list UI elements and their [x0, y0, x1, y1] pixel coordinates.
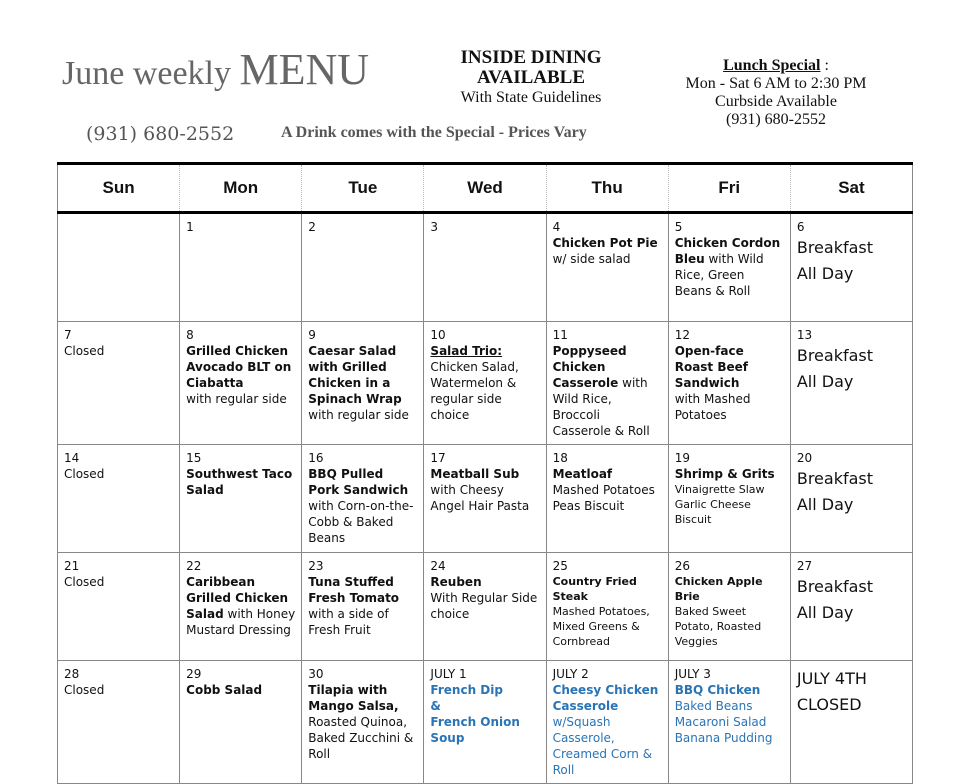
day-number: 26: [674, 559, 690, 573]
day-cell: [424, 322, 546, 445]
meal-detail: Mashed Potatoes, Mixed Greens & Cornbread: [552, 605, 650, 648]
day-cell: [302, 661, 424, 784]
day-cell: [180, 213, 302, 322]
meal-name: BBQ Pulled Pork Sandwich: [308, 467, 409, 497]
meal-name: Reuben: [430, 575, 482, 589]
meal-detail: With Regular Side choice: [430, 591, 538, 621]
day-cell: [790, 553, 912, 661]
day-number: 13: [796, 328, 813, 342]
day-number: 29: [186, 667, 202, 681]
day-number: 2: [308, 220, 316, 234]
all-day-label: All Day: [796, 372, 854, 391]
meal-detail: Chicken Salad, Watermelon & regular side choice: [430, 360, 519, 422]
day-cell: [58, 322, 180, 445]
meal-name: Meatball Sub: [430, 467, 520, 481]
day-number: 1: [186, 220, 194, 234]
meal-name: Chicken Cordon Bleu: [674, 236, 781, 266]
dining-notice: [436, 48, 626, 108]
day-number: 19: [674, 451, 690, 465]
lunch-phone: (931) 680-2552: [726, 111, 826, 128]
day-number: 12: [674, 328, 690, 342]
meal-detail: Baked Sweet Potato, Roasted Veggies: [674, 605, 762, 648]
meal-name: French Onion Soup: [430, 715, 520, 745]
meal-detail: with Honey Mustard Dressing: [186, 607, 296, 637]
day-number: 3: [430, 220, 439, 234]
meal-name: Southwest Taco Salad: [186, 467, 293, 497]
weekday-wed: Wed: [424, 164, 546, 213]
day-cell: [790, 661, 912, 784]
breakfast-label: Breakfast: [796, 577, 874, 596]
menu-title-main: MENU: [239, 45, 370, 94]
day-cell: [546, 322, 668, 445]
day-number: 14: [64, 451, 80, 465]
day-cell: [790, 213, 912, 322]
meal-detail: with a side of Fresh Fruit: [308, 607, 389, 637]
breakfast-label: Breakfast: [796, 238, 874, 257]
weekday-thu: Thu: [546, 164, 668, 213]
day-cell: [302, 213, 424, 322]
day-number: 16: [308, 451, 324, 465]
closed-label: Closed: [64, 575, 105, 589]
all-day-label: All Day: [796, 603, 854, 622]
lunch-curbside: Curbside Available: [715, 93, 837, 110]
day-number: 8: [186, 328, 194, 342]
menu-title-prefix: June weekly: [62, 55, 240, 92]
lunch-hours: Mon - Sat 6 AM to 2:30 PM: [685, 75, 867, 92]
day-cell: [180, 661, 302, 784]
meal-name: Shrimp & Grits: [674, 467, 775, 481]
all-day-label: All Day: [796, 495, 854, 514]
day-number: 17: [430, 451, 446, 465]
day-number: 5: [674, 220, 683, 234]
day-number: 25: [552, 559, 568, 573]
closed-label: Closed: [64, 344, 105, 358]
day-number: 30: [308, 667, 324, 681]
weekday-sat: Sat: [790, 164, 912, 213]
closed-label: Closed: [64, 683, 105, 697]
day-number: 9: [308, 328, 316, 342]
meal-name: French Dip: [430, 683, 503, 697]
week-row: [58, 445, 913, 553]
day-cell: [668, 213, 790, 322]
weekday-mon: Mon: [180, 164, 302, 213]
day-cell: [668, 661, 790, 784]
day-cell: [58, 553, 180, 661]
day-cell: [302, 445, 424, 553]
phone-number: (931) 680-2552: [86, 123, 235, 145]
dining-line1: INSIDE DINING: [460, 47, 602, 68]
day-number: 28: [64, 667, 80, 681]
day-number: JULY 3: [674, 667, 711, 681]
meal-name: Grilled Chicken Avocado BLT on Ciabatta: [186, 344, 292, 390]
meal-name: Cheesy Chicken Casserole: [552, 683, 659, 713]
day-cell: [180, 553, 302, 661]
weekday-tue: Tue: [302, 164, 424, 213]
lunch-heading: Lunch Special: [723, 57, 821, 74]
day-cell: [180, 445, 302, 553]
weekday-fri: Fri: [668, 164, 790, 213]
meal-detail: with regular side: [308, 408, 409, 422]
day-cell: [180, 322, 302, 445]
day-cell: [424, 445, 546, 553]
meal-name: Caribbean Grilled Chicken Salad: [186, 575, 289, 621]
day-cell: [668, 322, 790, 445]
meal-name: Cobb Salad: [186, 683, 263, 697]
day-number: 23: [308, 559, 324, 573]
day-cell: [668, 445, 790, 553]
meal-detail: with Wild Rice, Broccoli Casserole & Roll: [552, 376, 650, 438]
day-number: 22: [186, 559, 202, 573]
day-cell: [546, 553, 668, 661]
day-number: 21: [64, 559, 80, 573]
day-cell: [58, 213, 180, 322]
closed-label: Closed: [64, 467, 105, 481]
breakfast-label: Breakfast: [796, 346, 874, 365]
day-cell: [302, 322, 424, 445]
day-cell: [58, 661, 180, 784]
day-number: 20: [796, 451, 813, 465]
day-cell: [546, 213, 668, 322]
day-number: JULY 2: [552, 667, 589, 681]
meal-name: Chicken Apple Brie: [674, 575, 763, 603]
meal-name: Caesar Salad with Grilled Chicken in a Spinach Wrap: [308, 344, 402, 406]
meal-name: Salad Trio:: [430, 344, 503, 358]
closed-label: CLOSED: [796, 695, 862, 714]
day-cell: [424, 661, 546, 784]
week-row: [58, 322, 913, 445]
day-number: 10: [430, 328, 446, 342]
day-cell: [668, 553, 790, 661]
meal-detail: with Wild Rice, Green Beans & Roll: [674, 252, 764, 298]
weekday-header-row: [58, 164, 913, 213]
day-number: 11: [552, 328, 568, 342]
day-cell: [790, 445, 912, 553]
drink-note: A Drink comes with the Special - Prices Vary: [281, 124, 587, 141]
breakfast-label: Breakfast: [796, 469, 874, 488]
day-cell: [424, 553, 546, 661]
dining-line2: AVAILABLE: [476, 67, 586, 88]
meal-detail: Baked Beans Macaroni Salad Banana Pudding: [674, 699, 773, 745]
day-cell: [546, 661, 668, 784]
meal-ampersand: &: [430, 699, 441, 713]
day-cell: [790, 322, 912, 445]
day-number: 7: [64, 328, 72, 342]
week-row: [58, 661, 913, 784]
day-cell: [546, 445, 668, 553]
meal-name: BBQ Chicken: [674, 683, 761, 697]
lunch-special-box: [672, 57, 880, 129]
meal-detail: Vinaigrette Slaw Garlic Cheese Biscuit: [674, 483, 765, 526]
meal-detail: with regular side: [186, 392, 287, 406]
meal-detail: with Cheesy Angel Hair Pasta: [430, 483, 530, 513]
meal-name: Tilapia with Mango Salsa,: [308, 683, 399, 713]
week-row: [58, 553, 913, 661]
day-number: 18: [552, 451, 568, 465]
day-cell: [424, 213, 546, 322]
week-row: [58, 213, 913, 322]
meal-name: Poppyseed Chicken Casserole: [552, 344, 627, 390]
lunch-heading-colon: :: [820, 57, 829, 74]
menu-calendar: [57, 162, 913, 784]
meal-detail: w/Squash Casserole, Creamed Corn & Roll: [552, 715, 653, 777]
dining-line3: With State Guidelines: [460, 89, 602, 106]
all-day-label: All Day: [796, 264, 854, 283]
day-number: 24: [430, 559, 446, 573]
menu-title: [62, 44, 369, 95]
day-cell: [58, 445, 180, 553]
meal-detail: Mashed Potatoes Peas Biscuit: [552, 483, 655, 513]
meal-detail: w/ side salad: [552, 252, 631, 266]
meal-detail: Roasted Quinoa, Baked Zucchini & Roll: [308, 715, 414, 761]
holiday-label: JULY 4TH: [796, 669, 867, 688]
day-cell: [302, 553, 424, 661]
meal-name: Tuna Stuffed Fresh Tomato: [308, 575, 400, 605]
meal-name: Meatloaf: [552, 467, 613, 481]
meal-name: Open-face Roast Beef Sandwich: [674, 344, 748, 390]
meal-detail: with Corn-on-the-Cobb & Baked Beans: [308, 499, 414, 545]
day-number: JULY 1: [430, 667, 467, 681]
meal-detail: with Mashed Potatoes: [674, 392, 751, 422]
meal-name: Chicken Pot Pie: [552, 236, 658, 250]
weekday-sun: Sun: [58, 164, 180, 213]
day-number: 4: [552, 220, 561, 234]
day-number: 6: [796, 220, 805, 234]
meal-name: Country Fried Steak: [552, 575, 637, 603]
day-number: 15: [186, 451, 202, 465]
day-number: 27: [796, 559, 813, 573]
